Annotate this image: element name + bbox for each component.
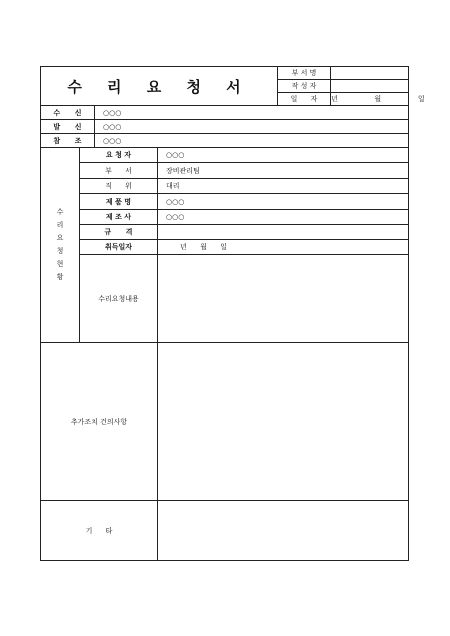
additional-measures-label: 추가조치 건의사항 [41,343,158,501]
recipient-field[interactable]: ○○○ [95,106,409,120]
header-table [40,66,425,106]
dept-name-label: 부 서 명 [278,67,331,80]
reference-field[interactable]: ○○○ [95,134,409,148]
date-label: 일 자 [278,93,331,106]
additional-measures-field[interactable] [158,343,409,501]
position-label: 직 위 [80,179,158,194]
date-field[interactable]: 년 월 일 [331,93,409,106]
spec-label: 규 격 [80,225,158,240]
request-content-label: 수리요청내용 [80,255,158,343]
requester-label: 요 청 자 [80,148,158,163]
position-field[interactable]: 대리 [158,179,409,194]
requester-field[interactable]: ○○○ [158,148,409,163]
status-section-label: 수리요청현황 [56,208,64,286]
reference-label: 참 조 [41,134,95,148]
manufacturer-label: 제 조 사 [80,210,158,225]
product-name-label: 제 품 명 [80,194,158,210]
repair-request-form [40,66,425,561]
writer-label: 작 성 자 [278,80,331,93]
bottom-table [40,342,409,561]
document-title: 수 리 요 청 서 [41,67,278,106]
writer-field[interactable] [331,80,409,93]
dept-name-field[interactable] [331,67,409,80]
routing-table [40,105,409,148]
manufacturer-field[interactable]: ○○○ [158,210,409,225]
spec-field[interactable] [158,225,409,240]
acquisition-date-label: 취득일자 [80,240,158,255]
department-field[interactable]: 장비관리팀 [158,163,409,179]
other-label: 기 타 [41,501,158,561]
acquisition-date-field[interactable]: 년 월 일 [158,240,409,255]
recipient-label: 수 신 [41,106,95,120]
status-table [40,147,409,343]
department-label: 부 서 [80,163,158,179]
sender-label: 발 신 [41,120,95,134]
other-field[interactable] [158,501,409,561]
sender-field[interactable]: ○○○ [95,120,409,134]
status-section-label-cell [41,148,80,343]
request-content-field[interactable] [158,255,409,343]
product-name-field[interactable]: ○○○ [158,194,409,210]
